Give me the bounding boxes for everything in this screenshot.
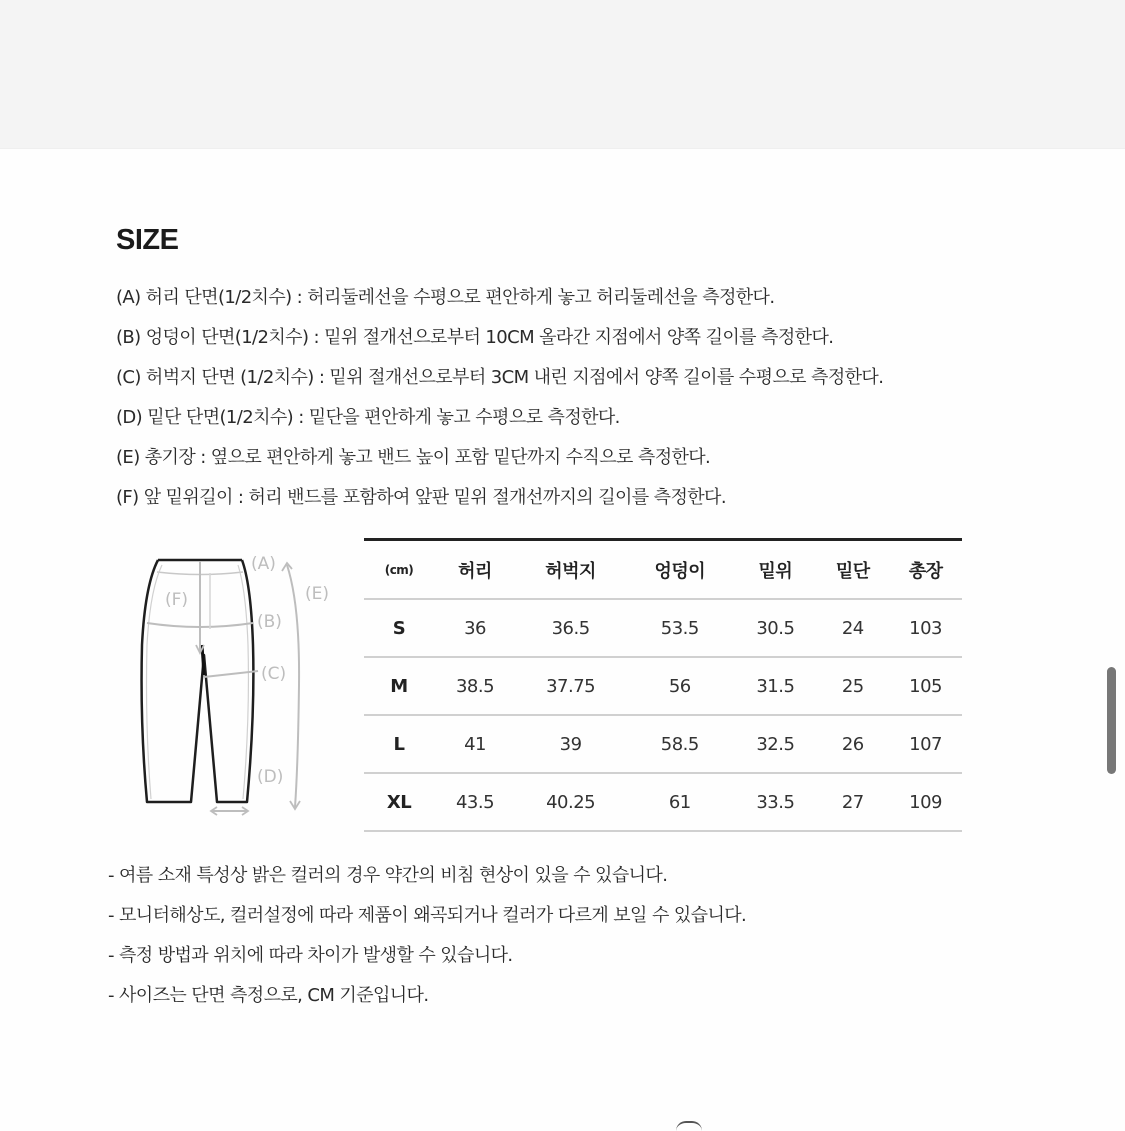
label-e: (E): [305, 584, 330, 604]
cell-hem: 26: [816, 715, 889, 773]
cell-length: 109: [889, 773, 962, 831]
note-item: - 측정 방법과 위치에 따라 차이가 발생할 수 있습니다.: [108, 945, 513, 966]
cell-hip: 58.5: [625, 715, 734, 773]
cell-hem: 24: [816, 599, 889, 657]
label-f: (F): [165, 590, 189, 610]
table-row: [364, 773, 962, 831]
measurement-definitions: [116, 284, 883, 524]
cell-length: 103: [889, 599, 962, 657]
note-item: - 모니터해상도, 컬러설정에 따라 제품이 왜곡되거나 컬러가 다르게 보일 수 있습니다.: [108, 905, 747, 926]
section-title: SIZE: [116, 224, 179, 256]
size-label: S: [364, 599, 434, 657]
cell-rise: 30.5: [734, 599, 816, 657]
cell-rise: 32.5: [734, 715, 816, 773]
table-row: [364, 657, 962, 715]
cell-rise: 31.5: [734, 657, 816, 715]
size-table: [364, 538, 962, 832]
vertical-scrollbar[interactable]: [1107, 667, 1116, 774]
cell-waist: 38.5: [434, 657, 516, 715]
header-hem: 밑단: [816, 540, 889, 600]
definition-c: (C) 허벅지 단면 (1/2치수) : 밑위 절개선으로부터 3CM 내린 지점에서 양쪽 길이를 수평으로 측정한다.: [116, 367, 884, 388]
unit-header: (cm): [364, 540, 434, 600]
cell-thigh: 39: [516, 715, 625, 773]
label-a: (A): [251, 554, 276, 574]
cell-hem: 27: [816, 773, 889, 831]
cell-thigh: 36.5: [516, 599, 625, 657]
definition-a: (A) 허리 단면(1/2치수) : 허리둘레선을 수평으로 편안하게 놓고 허리둘레선을 측정한다.: [116, 287, 775, 308]
label-c: (C): [261, 664, 287, 684]
cell-rise: 33.5: [734, 773, 816, 831]
header-thigh: 허벅지: [516, 540, 625, 600]
cell-waist: 43.5: [434, 773, 516, 831]
header-length: 총장: [889, 540, 962, 600]
table-header-row: [364, 540, 962, 600]
definition-b: (B) 엉덩이 단면(1/2치수) : 밑위 절개선으로부터 10CM 올라간 지점에서 양쪽 길이를 측정한다.: [116, 327, 834, 348]
cell-length: 107: [889, 715, 962, 773]
top-gray-band: [0, 0, 1125, 149]
label-d: (D): [257, 767, 284, 787]
pants-outline-icon: [135, 545, 355, 825]
cell-thigh: 37.75: [516, 657, 625, 715]
header-rise: 밑위: [734, 540, 816, 600]
definition-f: (F) 앞 밑위길이 : 허리 밴드를 포함하여 앞판 밑위 절개선까지의 길이를 측정한다.: [116, 487, 726, 508]
note-item: - 여름 소재 특성상 밝은 컬러의 경우 약간의 비침 현상이 있을 수 있습니다.: [108, 865, 668, 886]
size-label: M: [364, 657, 434, 715]
cell-hip: 53.5: [625, 599, 734, 657]
table-row: [364, 599, 962, 657]
pants-diagram: [135, 545, 355, 825]
notes-list: [108, 862, 746, 1022]
cell-thigh: 40.25: [516, 773, 625, 831]
note-item: - 사이즈는 단면 측정으로, CM 기준입니다.: [108, 985, 429, 1006]
definition-e: (E) 총기장 : 옆으로 편안하게 놓고 밴드 높이 포함 밑단까지 수직으로 측정한다.: [116, 447, 711, 468]
cell-length: 105: [889, 657, 962, 715]
size-label: L: [364, 715, 434, 773]
cell-waist: 41: [434, 715, 516, 773]
table-row: [364, 715, 962, 773]
size-label: XL: [364, 773, 434, 831]
header-hip: 엉덩이: [625, 540, 734, 600]
label-b: (B): [257, 612, 282, 632]
cell-hem: 25: [816, 657, 889, 715]
definition-d: (D) 밑단 단면(1/2치수) : 밑단을 편안하게 놓고 수평으로 측정한다.: [116, 407, 620, 428]
cell-hip: 56: [625, 657, 734, 715]
bottom-element-peek: [676, 1121, 702, 1131]
cell-waist: 36: [434, 599, 516, 657]
header-waist: 허리: [434, 540, 516, 600]
cell-hip: 61: [625, 773, 734, 831]
